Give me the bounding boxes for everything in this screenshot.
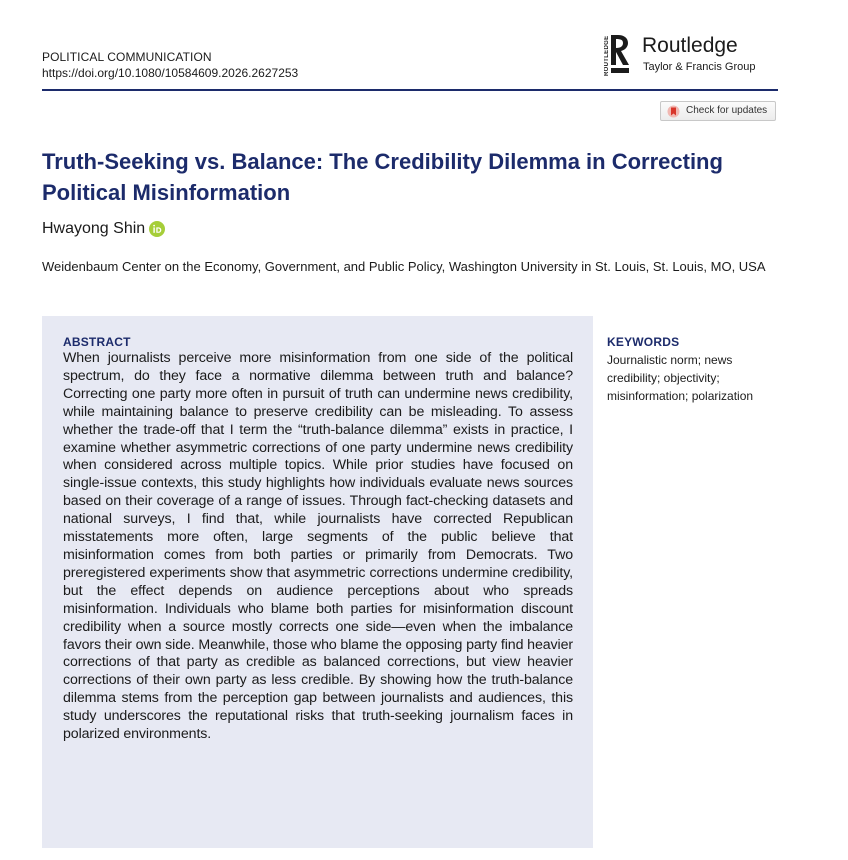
crossmark-icon: [667, 105, 680, 118]
keywords-text: Journalistic norm; news credibility; objectivity; misinformation; polarization: [607, 353, 754, 403]
journal-name: POLITICAL COMMUNICATION: [42, 50, 212, 64]
article-title: Truth-Seeking vs. Balance: The Credibility Dilemma in Correcting Political Misinformation: [42, 149, 723, 205]
header-divider: [42, 89, 778, 91]
abstract-heading: ABSTRACT: [63, 335, 131, 349]
check-for-updates-label: Check for updates: [686, 105, 768, 116]
publisher-group: Taylor & Francis Group: [643, 61, 756, 73]
abstract-box: [42, 316, 593, 848]
check-for-updates-button[interactable]: [660, 101, 776, 121]
doi-link[interactable]: https://doi.org/10.1080/10584609.2026.2627253: [42, 66, 299, 80]
abstract-text: When journalists perceive more misinformation from one side of the political spectrum, do they face a normative dilemma between truth and balance? Correcting one party more often in pursuit of truth can undermine news credibility, while maintaining balance to preserve credibility can be misleading. To assess whether the trade-off that I term the “truth-balance dilemma” exists in practice, I examine whether asymmetric corrections of one party undermine news credibility when considered across multiple topics. While prior studies have focused on single-issue contexts, this study highlights how individuals evaluate news sources based on their coverage of a range of issues. Through fact-checking datasets and national surveys, I find that, while journalists have corrected Republican misstatements more often, large segments of the public believe that misinformation comes from both parties or primarily from Democrats. Two preregistered experiments show that asymmetric corrections undermine credibility, but the effect depends on audience perceptions about who spreads misinformation. Individuals who blame both parties for misinformation discount credibility when a source mostly corrects one side—even when the imbalance favors their own side. Meanwhile, those who blame the opposing party find heavier corrections of that party as credible as balanced corrections, but view heavier corrections of their own party as less credible. By showing how the truth-balance dilemma stems from the perception gap between journalists and audiences, this study underscores the reputational risks that truth-seeking journalism faces in polarized environments.: [63, 350, 573, 743]
author-line: [42, 218, 165, 240]
publisher-name: Routledge: [642, 34, 738, 57]
publisher-logo[interactable]: [606, 32, 778, 78]
author-name[interactable]: Hwayong Shin: [42, 220, 146, 237]
orcid-icon[interactable]: [149, 221, 165, 237]
author-affiliation: Weidenbaum Center on the Economy, Government, and Public Policy, Washington University in St. Louis, St. Louis, MO, USA: [42, 259, 766, 274]
keywords-heading: KEYWORDS: [607, 335, 680, 349]
routledge-vertical-label: ROUTLEDGE: [604, 35, 610, 76]
keywords-section: [607, 335, 787, 405]
